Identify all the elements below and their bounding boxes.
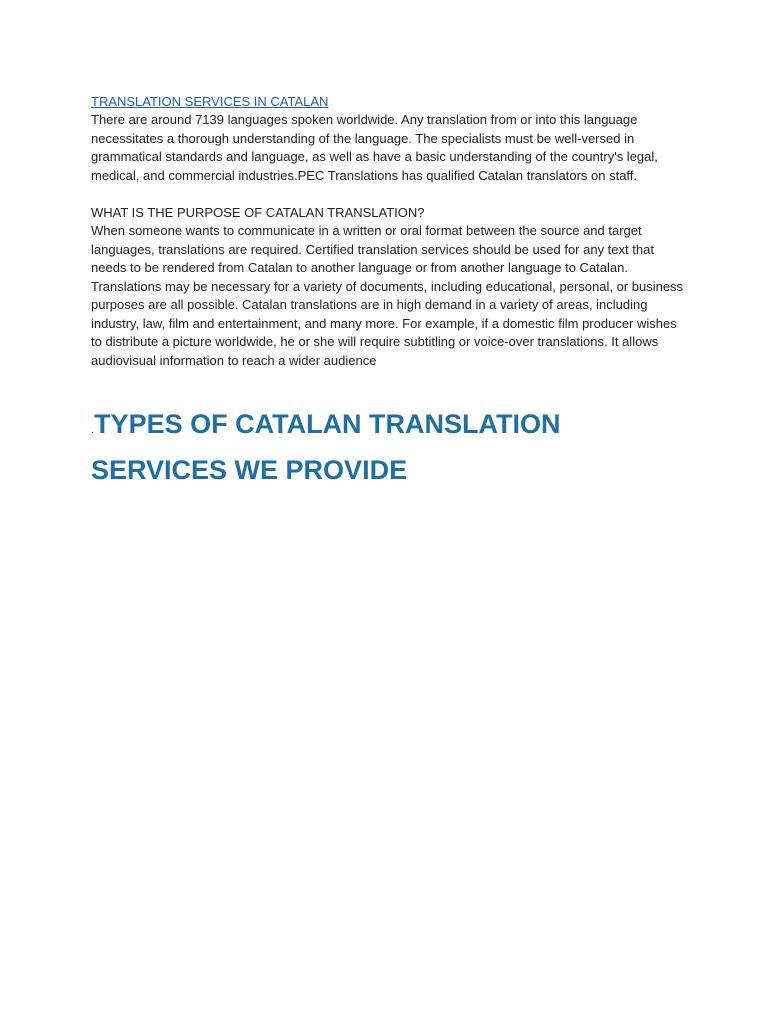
intro-paragraph: There are around 7139 languages spoken worldwide. Any translation from or into this language necessitates a thorough understanding of the language. The specialists must be well-versed in grammatical standards and language, as well as have a basic understanding of the country's legal, medical, and commercial industries.PEC Translations has qualified Catalan translators on staff. xyxy=(91,112,658,183)
purpose-heading: WHAT IS THE PURPOSE OF CATALAN TRANSLATION? xyxy=(91,205,425,220)
title-link[interactable]: TRANSLATION SERVICES IN CATALAN xyxy=(91,94,329,109)
document-page xyxy=(91,93,691,490)
section-title-text: TYPES OF CATALAN TRANSLATION SERVICES WE PROVIDE xyxy=(91,409,561,485)
purpose-paragraph: When someone wants to communicate in a written or oral format between the source and target languages, translations are required. Certified translation services should be used for any text that needs to be rendered from Catalan to another language or from another language to Catalan. Translations may be necessary for a variety of documents, including educational, personal, or business purposes are all possible. Catalan translations are in high demand in a variety of areas, including industry, law, film and entertainment, and many more. For example, if a domestic film producer wishes to distribute a picture worldwide, he or she will require subtitling or voice-over translations. It allows audiovisual information to reach a wider audience xyxy=(91,223,684,368)
section-title-prefix: . xyxy=(91,424,95,436)
section-title xyxy=(91,404,691,490)
paragraph-spacer xyxy=(91,185,691,204)
